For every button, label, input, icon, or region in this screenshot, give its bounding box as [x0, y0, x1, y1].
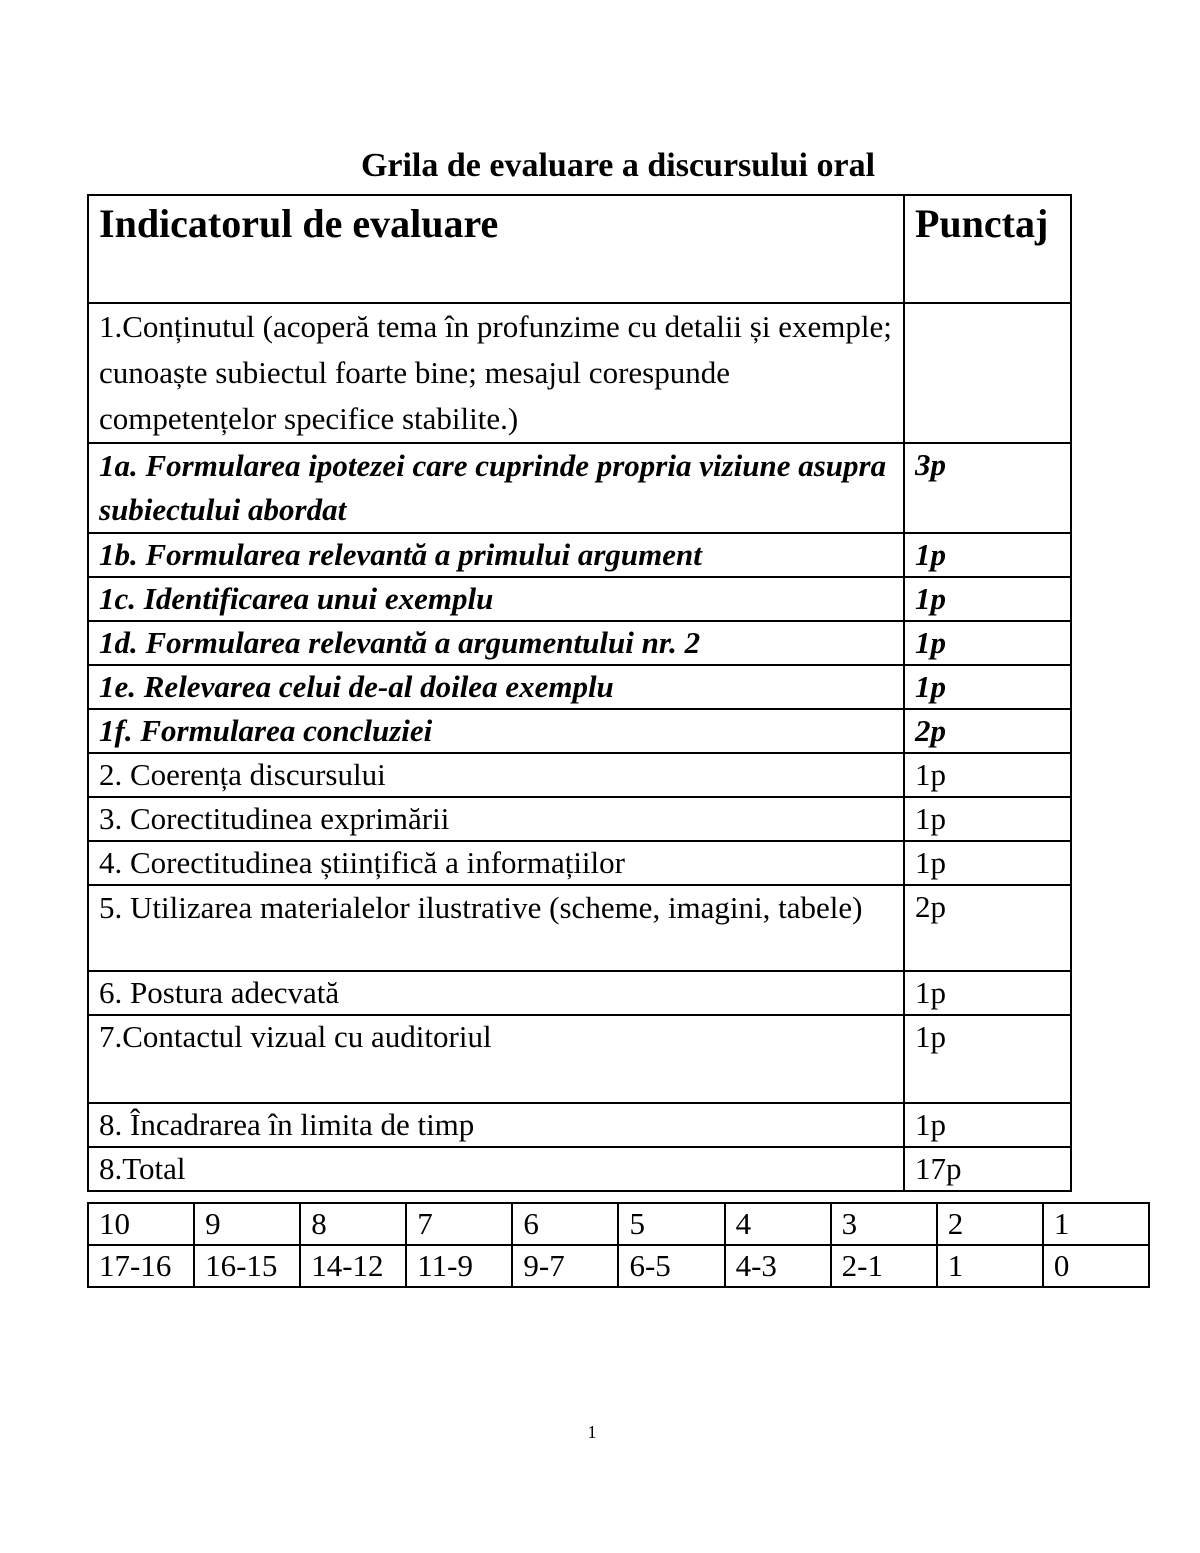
row-indicator: 8. Încadrarea în limita de timp	[88, 1103, 904, 1147]
table-row	[88, 841, 1071, 885]
row-score: 1p	[904, 577, 1071, 621]
row-indicator: 1b. Formularea relevantă a primului argument	[88, 533, 904, 577]
table-row	[88, 533, 1071, 577]
table-row	[88, 1015, 1071, 1103]
table-row	[88, 1103, 1071, 1147]
grade-scale-table	[87, 1202, 1150, 1288]
row-indicator: 5. Utilizarea materialelor ilustrative (scheme, imagini, tabele)	[88, 885, 904, 971]
points-row	[88, 1245, 1149, 1287]
grade-cell: 9	[194, 1203, 300, 1245]
points-cell: 6-5	[618, 1245, 724, 1287]
row-score: 1p	[904, 665, 1071, 709]
grade-cell: 10	[88, 1203, 194, 1245]
row-indicator: 1.Conținutul (acoperă tema în profunzime cu detalii și exemple; cunoaște subiectul foarte bine; mesajul corespunde competențelor specifice stabilite.)	[88, 303, 904, 443]
row-score: 2p	[904, 885, 1071, 971]
row-score: 3p	[904, 443, 1071, 533]
document-title: Grila de evaluare a discursului oral	[360, 147, 876, 184]
row-score: 1p	[904, 533, 1071, 577]
points-cell: 1	[937, 1245, 1043, 1287]
row-score: 1p	[904, 753, 1071, 797]
grade-cell: 3	[831, 1203, 937, 1245]
row-indicator: 1f. Formularea concluziei	[88, 709, 904, 753]
row-indicator: 1d. Formularea relevantă a argumentului nr. 2	[88, 621, 904, 665]
row-indicator: 7.Contactul vizual cu auditoriul	[88, 1015, 904, 1103]
table-row	[88, 971, 1071, 1015]
table-row	[88, 709, 1071, 753]
grade-cell: 7	[406, 1203, 512, 1245]
row-score: 1p	[904, 1103, 1071, 1147]
row-score: 1p	[904, 841, 1071, 885]
row-indicator: 3. Corectitudinea exprimării	[88, 797, 904, 841]
table-row-total	[88, 1147, 1071, 1191]
table-row	[88, 797, 1071, 841]
grade-cell: 1	[1043, 1203, 1149, 1245]
row-indicator: 8.Total	[88, 1147, 904, 1191]
row-indicator: 2. Coerența discursului	[88, 753, 904, 797]
grade-cell: 6	[512, 1203, 618, 1245]
points-cell: 0	[1043, 1245, 1149, 1287]
table-row	[88, 885, 1071, 971]
points-cell: 4-3	[725, 1245, 831, 1287]
table-row	[88, 443, 1071, 533]
header-score: Punctaj	[904, 195, 1071, 303]
row-indicator: 1a. Formularea ipotezei care cuprinde propria viziune asupra subiectului abordat	[88, 443, 904, 533]
grade-cell: 5	[618, 1203, 724, 1245]
grade-cell: 8	[300, 1203, 406, 1245]
row-score: 1p	[904, 797, 1071, 841]
row-score: 17p	[904, 1147, 1071, 1191]
table-row	[88, 665, 1071, 709]
row-indicator: 6. Postura adecvată	[88, 971, 904, 1015]
points-cell: 11-9	[406, 1245, 512, 1287]
points-cell: 9-7	[512, 1245, 618, 1287]
row-score: 2p	[904, 709, 1071, 753]
grade-row	[88, 1203, 1149, 1245]
row-score: 1p	[904, 621, 1071, 665]
row-indicator: 1e. Relevarea celui de-al doilea exemplu	[88, 665, 904, 709]
page-number: 1	[587, 1422, 597, 1442]
table-row	[88, 577, 1071, 621]
row-score	[904, 303, 1071, 443]
points-cell: 16-15	[194, 1245, 300, 1287]
points-cell: 17-16	[88, 1245, 194, 1287]
table-row	[88, 753, 1071, 797]
row-indicator: 1c. Identificarea unui exemplu	[88, 577, 904, 621]
table-row	[88, 621, 1071, 665]
evaluation-grid-table	[87, 194, 1072, 1192]
points-cell: 14-12	[300, 1245, 406, 1287]
points-cell: 2-1	[831, 1245, 937, 1287]
row-score: 1p	[904, 1015, 1071, 1103]
table-header-row	[88, 195, 1071, 303]
header-indicator: Indicatorul de evaluare	[88, 195, 904, 303]
grade-cell: 2	[937, 1203, 1043, 1245]
grade-cell: 4	[725, 1203, 831, 1245]
row-score: 1p	[904, 971, 1071, 1015]
table-row	[88, 303, 1071, 443]
row-indicator: 4. Corectitudinea științifică a informațiilor	[88, 841, 904, 885]
